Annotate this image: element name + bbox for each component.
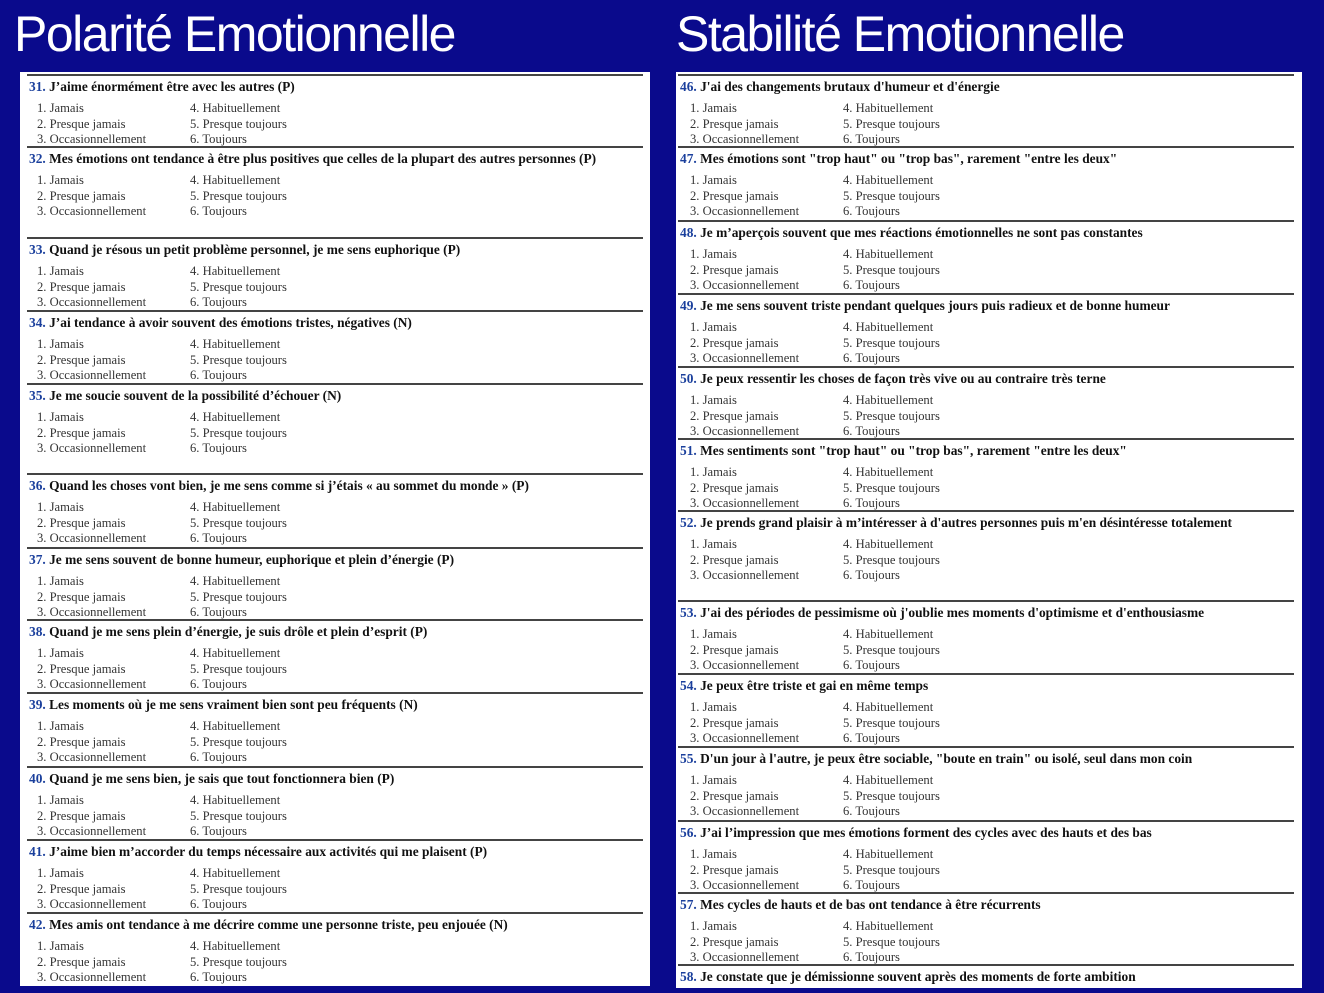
answer-option: 4. Habituellement: [190, 500, 281, 514]
answer-option: 5. Presque toujours: [843, 934, 940, 949]
question-label: Mes amis ont tendance à me décrire comme une personne triste, peu enjouée (N): [49, 917, 508, 932]
answer-option: 1. Jamais: [37, 939, 84, 953]
question-block: [678, 820, 1294, 894]
question-block: [678, 746, 1294, 820]
answer-option: 3. Occasionnellement: [37, 824, 147, 838]
question-text: [27, 239, 643, 258]
answer-options: [678, 847, 1294, 894]
question-text: [678, 602, 1294, 621]
answer-option: 2. Presque jamais: [37, 116, 126, 131]
question-text: [678, 295, 1294, 314]
answer-options: [678, 247, 1294, 294]
left-slide-title: Polarité Emotionnelle: [14, 6, 455, 62]
answer-option: 2. Presque jamais: [37, 425, 126, 440]
answer-options: [678, 773, 1294, 820]
answer-option: 6. Toujours: [843, 424, 900, 438]
question-text: [678, 222, 1294, 241]
answer-option: 1. Jamais: [690, 537, 737, 551]
question-text: [678, 822, 1294, 841]
answer-option: 4. Habituellement: [843, 320, 934, 334]
answer-option: 6. Toujours: [190, 677, 247, 691]
question-label: Je me sens souvent triste pendant quelques jours puis radieux et de bonne humeur: [700, 298, 1170, 313]
question-block: [678, 146, 1294, 220]
question-label: Je peux ressentir les choses de façon très vive ou au contraire très terne: [700, 371, 1106, 386]
question-block: [678, 293, 1294, 367]
answer-option: 1. Jamais: [37, 574, 84, 588]
question-block: [27, 619, 643, 693]
question-number: 40.: [29, 771, 46, 786]
answer-option: 6. Toujours: [190, 295, 247, 309]
answer-option: 1. Jamais: [690, 627, 737, 641]
answer-option: 5. Presque toujours: [190, 116, 287, 131]
answer-option: 3. Occasionnellement: [690, 132, 800, 146]
answer-option: 1. Jamais: [37, 866, 84, 880]
question-number: 31.: [29, 79, 46, 94]
answer-option: 3. Occasionnellement: [37, 677, 147, 691]
answer-option: 6. Toujours: [190, 824, 247, 838]
question-text: [27, 76, 643, 95]
question-text: [27, 841, 643, 860]
answer-option: 3. Occasionnellement: [690, 804, 800, 818]
answer-options: [27, 264, 643, 311]
answer-option: 1. Jamais: [690, 465, 737, 479]
question-text: [678, 966, 1294, 985]
question-block: [678, 510, 1294, 584]
question-label: Je peux être triste et gai en même temps: [700, 678, 929, 693]
answer-option: 3. Occasionnellement: [690, 568, 800, 582]
question-block: [27, 547, 643, 621]
answer-option: 6. Toujours: [190, 970, 247, 984]
question-number: 50.: [680, 371, 697, 386]
answer-option: 3. Occasionnellement: [37, 531, 147, 545]
question-block: [678, 438, 1294, 512]
answer-option: 1. Jamais: [690, 393, 737, 407]
question-label: D'un jour à l'autre, je peux être sociable, "boute en train" ou isolé, seul dans mon coin: [700, 751, 1193, 766]
answer-option: 6. Toujours: [843, 658, 900, 672]
question-number: 51.: [680, 443, 697, 458]
answer-option: 1. Jamais: [37, 264, 84, 278]
answer-options: [27, 793, 643, 840]
question-label: Quand je me sens plein d’énergie, je suis drôle et plein d’esprit (P): [49, 624, 428, 639]
answer-option: 3. Occasionnellement: [690, 424, 800, 438]
question-text: [678, 894, 1294, 913]
question-number: 52.: [680, 515, 697, 530]
answer-option: 6. Toujours: [843, 878, 900, 892]
question-block: [27, 146, 643, 220]
answer-options: [27, 500, 643, 547]
answer-option: 3. Occasionnellement: [690, 878, 800, 892]
answer-option: 4. Habituellement: [190, 939, 281, 953]
answer-option: 1. Jamais: [690, 101, 737, 115]
answer-option: 2. Presque jamais: [37, 352, 126, 367]
answer-options: [27, 173, 643, 220]
question-label: J'ai des périodes de pessimisme où j'oublie mes moments d'optimisme et d'enthousiasme: [700, 605, 1205, 620]
question-text: [678, 76, 1294, 95]
answer-option: 2. Presque jamais: [690, 335, 779, 350]
answer-option: 1. Jamais: [690, 773, 737, 787]
answer-option: 4. Habituellement: [190, 646, 281, 660]
question-block: [678, 220, 1294, 294]
answer-option: 2. Presque jamais: [37, 661, 126, 676]
question-number: 57.: [680, 897, 697, 912]
question-text: [678, 368, 1294, 387]
question-number: 42.: [29, 917, 46, 932]
question-label: Je constate que je démissionne souvent après des moments de forte ambition: [700, 969, 1136, 984]
answer-option: 4. Habituellement: [190, 719, 281, 733]
answer-option: 4. Habituellement: [190, 337, 281, 351]
question-block: [678, 366, 1294, 440]
question-label: J’ai l’impression que mes émotions forment des cycles avec des hauts et des bas: [700, 825, 1152, 840]
answer-option: 6. Toujours: [190, 132, 247, 146]
question-label: Quand les choses vont bien, je me sens comme si j’étais « au sommet du monde » (P): [49, 478, 529, 493]
question-number: 41.: [29, 844, 46, 859]
answer-option: 6. Toujours: [843, 204, 900, 218]
answer-option: 2. Presque jamais: [37, 589, 126, 604]
answer-option: 2. Presque jamais: [37, 515, 126, 530]
question-number: 56.: [680, 825, 697, 840]
question-number: 33.: [29, 242, 46, 257]
question-block: [678, 964, 1294, 985]
answer-option: 1. Jamais: [690, 320, 737, 334]
answer-option: 1. Jamais: [37, 173, 84, 187]
answer-option: 4. Habituellement: [190, 793, 281, 807]
question-label: Les moments où je me sens vraiment bien sont peu fréquents (N): [49, 697, 418, 712]
question-text: [27, 621, 643, 640]
question-text: [678, 148, 1294, 167]
question-number: 37.: [29, 552, 46, 567]
answer-option: 3. Occasionnellement: [690, 278, 800, 292]
question-text: [27, 385, 643, 404]
answer-options: [27, 574, 643, 621]
answer-option: 4. Habituellement: [843, 847, 934, 861]
question-text: [27, 312, 643, 331]
answer-option: 4. Habituellement: [190, 101, 281, 115]
answer-option: 6. Toujours: [190, 204, 247, 218]
answer-option: 3. Occasionnellement: [37, 750, 147, 764]
question-block: [27, 692, 643, 766]
question-number: 58.: [680, 969, 697, 984]
answer-option: 2. Presque jamais: [690, 552, 779, 567]
question-block: [678, 892, 1294, 966]
answer-option: 5. Presque toujours: [843, 335, 940, 350]
right-questionnaire-panel: [676, 72, 1302, 988]
answer-option: 2. Presque jamais: [690, 788, 779, 803]
answer-option: 3. Occasionnellement: [37, 605, 147, 619]
question-text: [27, 549, 643, 568]
left-questionnaire-panel: [20, 72, 650, 986]
answer-option: 6. Toujours: [843, 278, 900, 292]
answer-option: 2. Presque jamais: [690, 116, 779, 131]
answer-option: 5. Presque toujours: [843, 715, 940, 730]
question-label: Mes émotions ont tendance à être plus positives que celles de la plupart des autres personnes (P): [49, 151, 597, 166]
question-label: Je prends grand plaisir à m’intéresser à d'autres personnes puis m'en désintéresse totalement: [700, 515, 1233, 530]
answer-options: [678, 465, 1294, 512]
answer-option: 3. Occasionnellement: [690, 351, 800, 365]
answer-options: [678, 393, 1294, 440]
answer-option: 4. Habituellement: [843, 101, 934, 115]
answer-option: 3. Occasionnellement: [37, 295, 147, 309]
answer-option: 4. Habituellement: [190, 866, 281, 880]
answer-option: 4. Habituellement: [843, 773, 934, 787]
question-label: Quand je résous un petit problème personnel, je me sens euphorique (P): [49, 242, 461, 257]
answer-options: [678, 919, 1294, 966]
question-number: 35.: [29, 388, 46, 403]
answer-option: 3. Occasionnellement: [37, 368, 147, 382]
answer-option: 5. Presque toujours: [843, 552, 940, 567]
answer-option: 4. Habituellement: [843, 465, 934, 479]
question-text: [27, 148, 643, 167]
question-text: [678, 512, 1294, 531]
answer-option: 2. Presque jamais: [690, 715, 779, 730]
answer-option: 1. Jamais: [690, 919, 737, 933]
question-label: Je me sens souvent de bonne humeur, euphorique et plein d’énergie (P): [49, 552, 455, 567]
answer-option: 5. Presque toujours: [190, 661, 287, 676]
answer-option: 5. Presque toujours: [843, 116, 940, 131]
answer-option: 1. Jamais: [690, 173, 737, 187]
answer-option: 1. Jamais: [37, 646, 84, 660]
question-label: Je me soucie souvent de la possibilité d’échouer (N): [49, 388, 342, 403]
answer-option: 5. Presque toujours: [190, 425, 287, 440]
answer-option: 6. Toujours: [843, 950, 900, 964]
answer-option: 2. Presque jamais: [37, 954, 126, 969]
answer-option: 3. Occasionnellement: [690, 950, 800, 964]
answer-option: 3. Occasionnellement: [690, 658, 800, 672]
answer-option: 6. Toujours: [843, 568, 900, 582]
question-label: J’aime bien m’accorder du temps nécessaire aux activités qui me plaisent (P): [49, 844, 488, 859]
answer-options: [27, 866, 643, 913]
answer-options: [678, 700, 1294, 747]
answer-option: 1. Jamais: [37, 500, 84, 514]
answer-option: 5. Presque toujours: [190, 188, 287, 203]
answer-option: 3. Occasionnellement: [37, 970, 147, 984]
answer-option: 5. Presque toujours: [190, 954, 287, 969]
answer-option: 2. Presque jamais: [37, 188, 126, 203]
answer-option: 6. Toujours: [190, 531, 247, 545]
answer-options: [27, 337, 643, 384]
answer-option: 1. Jamais: [37, 101, 84, 115]
answer-option: 2. Presque jamais: [690, 862, 779, 877]
question-block: [27, 237, 643, 311]
question-block: [27, 912, 643, 986]
question-text: [27, 475, 643, 494]
question-label: Mes émotions sont "trop haut" ou "trop bas", rarement "entre les deux": [700, 151, 1118, 166]
answer-option: 4. Habituellement: [843, 393, 934, 407]
question-number: 49.: [680, 298, 697, 313]
right-slide-title: Stabilité Emotionnelle: [676, 6, 1124, 62]
answer-option: 5. Presque toujours: [190, 808, 287, 823]
question-number: 47.: [680, 151, 697, 166]
answer-option: 1. Jamais: [37, 410, 84, 424]
answer-option: 3. Occasionnellement: [37, 132, 147, 146]
question-number: 36.: [29, 478, 46, 493]
answer-option: 3. Occasionnellement: [37, 897, 147, 911]
question-label: Quand je me sens bien, je sais que tout fonctionnera bien (P): [49, 771, 395, 786]
answer-option: 3. Occasionnellement: [37, 204, 147, 218]
answer-option: 1. Jamais: [37, 793, 84, 807]
answer-option: 6. Toujours: [190, 750, 247, 764]
answer-option: 1. Jamais: [37, 719, 84, 733]
answer-option: 1. Jamais: [690, 247, 737, 261]
answer-option: 3. Occasionnellement: [690, 496, 800, 510]
question-number: 55.: [680, 751, 697, 766]
question-number: 34.: [29, 315, 46, 330]
question-number: 48.: [680, 225, 697, 240]
answer-option: 2. Presque jamais: [37, 279, 126, 294]
question-label: Je m’aperçois souvent que mes réactions émotionnelles ne sont pas constantes: [700, 225, 1143, 240]
answer-option: 5. Presque toujours: [843, 408, 940, 423]
question-number: 39.: [29, 697, 46, 712]
answer-option: 6. Toujours: [843, 731, 900, 745]
answer-option: 5. Presque toujours: [190, 515, 287, 530]
answer-options: [27, 101, 643, 148]
answer-option: 3. Occasionnellement: [37, 441, 147, 455]
answer-option: 2. Presque jamais: [37, 881, 126, 896]
answer-option: 4. Habituellement: [843, 700, 934, 714]
answer-option: 2. Presque jamais: [690, 480, 779, 495]
answer-option: 4. Habituellement: [843, 627, 934, 641]
question-number: 54.: [680, 678, 697, 693]
answer-option: 2. Presque jamais: [690, 262, 779, 277]
answer-option: 3. Occasionnellement: [690, 204, 800, 218]
answer-option: 4. Habituellement: [843, 247, 934, 261]
question-text: [678, 675, 1294, 694]
question-number: 46.: [680, 79, 697, 94]
answer-option: 3. Occasionnellement: [690, 731, 800, 745]
answer-option: 1. Jamais: [37, 337, 84, 351]
answer-option: 4. Habituellement: [190, 264, 281, 278]
question-block: [27, 310, 643, 384]
answer-options: [678, 173, 1294, 220]
answer-option: 5. Presque toujours: [843, 188, 940, 203]
answer-options: [678, 537, 1294, 584]
answer-options: [678, 320, 1294, 367]
answer-option: 6. Toujours: [843, 496, 900, 510]
answer-option: 2. Presque jamais: [690, 642, 779, 657]
answer-option: 5. Presque toujours: [190, 279, 287, 294]
answer-option: 6. Toujours: [190, 605, 247, 619]
question-block: [678, 74, 1294, 148]
question-label: J’aime énormément être avec les autres (P): [49, 79, 295, 94]
answer-options: [678, 101, 1294, 148]
answer-option: 5. Presque toujours: [843, 480, 940, 495]
answer-option: 5. Presque toujours: [843, 862, 940, 877]
question-text: [678, 440, 1294, 459]
answer-option: 1. Jamais: [690, 700, 737, 714]
answer-options: [678, 627, 1294, 674]
question-label: Mes sentiments sont "trop haut" ou "trop bas", rarement "entre les deux": [700, 443, 1127, 458]
answer-option: 4. Habituellement: [843, 537, 934, 551]
question-block: [27, 473, 643, 547]
answer-option: 6. Toujours: [843, 351, 900, 365]
answer-option: 6. Toujours: [843, 804, 900, 818]
question-block: [27, 766, 643, 840]
question-text: [27, 768, 643, 787]
answer-option: 1. Jamais: [690, 847, 737, 861]
question-label: Mes cycles de hauts et de bas ont tendance à être récurrents: [700, 897, 1041, 912]
answer-option: 4. Habituellement: [843, 919, 934, 933]
answer-option: 4. Habituellement: [190, 410, 281, 424]
question-text: [27, 914, 643, 933]
question-block: [678, 673, 1294, 747]
answer-option: 2. Presque jamais: [690, 188, 779, 203]
question-block: [678, 600, 1294, 674]
answer-option: 5. Presque toujours: [843, 642, 940, 657]
answer-option: 6. Toujours: [190, 441, 247, 455]
answer-options: [27, 719, 643, 766]
answer-option: 6. Toujours: [843, 132, 900, 146]
answer-option: 5. Presque toujours: [843, 262, 940, 277]
question-number: 53.: [680, 605, 697, 620]
question-block: [27, 74, 643, 148]
answer-options: [27, 939, 643, 986]
question-label: J’ai tendance à avoir souvent des émotions tristes, négatives (N): [49, 315, 412, 330]
answer-option: 2. Presque jamais: [37, 808, 126, 823]
answer-option: 4. Habituellement: [190, 173, 281, 187]
question-text: [27, 694, 643, 713]
question-number: 38.: [29, 624, 46, 639]
answer-option: 5. Presque toujours: [190, 352, 287, 367]
answer-option: 6. Toujours: [190, 897, 247, 911]
answer-option: 5. Presque toujours: [190, 589, 287, 604]
question-number: 32.: [29, 151, 46, 166]
answer-option: 2. Presque jamais: [690, 408, 779, 423]
question-block: [27, 839, 643, 913]
question-block: [27, 383, 643, 457]
answer-options: [27, 646, 643, 693]
answer-option: 5. Presque toujours: [843, 788, 940, 803]
answer-option: 4. Habituellement: [843, 173, 934, 187]
question-text: [678, 748, 1294, 767]
answer-option: 5. Presque toujours: [190, 734, 287, 749]
answer-option: 6. Toujours: [190, 368, 247, 382]
answer-option: 5. Presque toujours: [190, 881, 287, 896]
question-label: J'ai des changements brutaux d'humeur et d'énergie: [700, 79, 1000, 94]
answer-option: 4. Habituellement: [190, 574, 281, 588]
answer-option: 2. Presque jamais: [37, 734, 126, 749]
answer-options: [27, 410, 643, 457]
answer-option: 2. Presque jamais: [690, 934, 779, 949]
